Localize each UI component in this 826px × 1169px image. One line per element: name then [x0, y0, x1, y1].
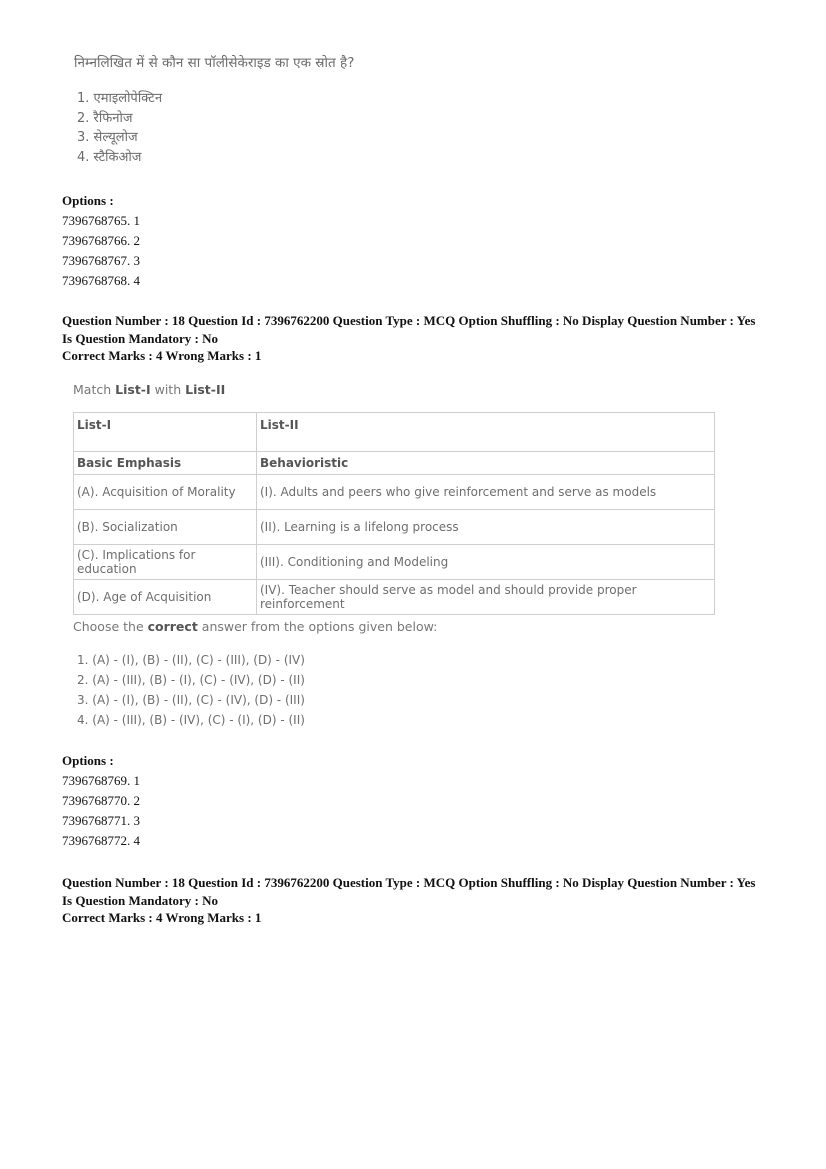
- q18-meta-line: Correct Marks : 4 Wrong Marks : 1: [62, 348, 262, 363]
- q18-option: 7396768772. 4: [62, 833, 140, 848]
- q18-answer: 4. (A) - (III), (B) - (IV), (C) - (I), (D) - (II): [77, 713, 305, 727]
- q18-answer: 1. (A) - (I), (B) - (II), (C) - (III), (D) - (IV): [77, 653, 305, 667]
- q17-options-label: Options :: [62, 193, 114, 208]
- q18-choose-suffix: answer from the options given below:: [197, 619, 438, 634]
- table-row: [74, 475, 715, 510]
- q18-options-block: [62, 751, 140, 851]
- q17-option: 7396768768. 4: [62, 273, 140, 288]
- table-cell: (II). Learning is a lifelong process: [257, 510, 715, 545]
- q18-answer: 2. (A) - (III), (B) - (I), (C) - (IV), (D) - (II): [77, 673, 305, 687]
- q17-choice: 2. रैफिनोज: [77, 110, 133, 126]
- q18-choose-bold: correct: [147, 619, 198, 634]
- q18-instruction-prefix: Match: [73, 382, 116, 397]
- q18-choose-instruction: [73, 619, 437, 634]
- q17-question-text: निम्नलिखित में से कौन सा पॉलीसेकेराइड का एक स्रोत है?: [74, 55, 355, 71]
- table-cell: (IV). Teacher should serve as model and should provide proper reinforcement: [257, 580, 715, 615]
- q18-match-table: [73, 412, 715, 615]
- table-cell: (D). Age of Acquisition: [74, 580, 257, 615]
- q17-choice: 3. सेल्यूलोज: [77, 130, 138, 145]
- table-row: [74, 510, 715, 545]
- q-next-meta-line: Correct Marks : 4 Wrong Marks : 1: [62, 910, 262, 925]
- q17-choice: 1. एमाइलोपेक्टिन: [77, 91, 163, 106]
- q17-options-block: [62, 191, 140, 291]
- table-row: [74, 580, 715, 615]
- q18-answer: 3. (A) - (I), (B) - (II), (C) - (IV), (D) - (III): [77, 693, 305, 707]
- q-next-meta: [62, 874, 755, 927]
- table-cell: (A). Acquisition of Morality: [74, 475, 257, 510]
- q18-meta-line: Is Question Mandatory : No: [62, 330, 219, 346]
- table-cell: (C). Implications for education: [74, 545, 257, 580]
- q18-meta-line: Question Number : 18 Question Id : 7396762200 Question Type : MCQ Option Shuffling : No Display Question Number : Yes: [62, 313, 756, 328]
- table-cell: (I). Adults and peers who give reinforcement and serve as models: [257, 475, 715, 510]
- q18-meta: [62, 312, 755, 365]
- q18-instruction-list2: List-II: [185, 382, 226, 397]
- table-subheader-cell: Basic Emphasis: [74, 452, 257, 475]
- q18-instruction: [73, 382, 225, 397]
- q17-choice-list: [77, 89, 162, 167]
- table-header-cell: List-I: [74, 413, 257, 452]
- q18-option: 7396768769. 1: [62, 773, 140, 788]
- table-cell: (B). Socialization: [74, 510, 257, 545]
- table-row: [74, 545, 715, 580]
- q18-option: 7396768770. 2: [62, 793, 140, 808]
- q17-option: 7396768767. 3: [62, 253, 140, 268]
- table-header-cell: List-II: [257, 413, 715, 452]
- table-header-row: [74, 413, 715, 452]
- q18-option: 7396768771. 3: [62, 813, 140, 828]
- q17-choice: 4. स्टैकिओज: [77, 149, 142, 165]
- q17-option: 7396768765. 1: [62, 213, 140, 228]
- q18-answer-list: [77, 650, 305, 730]
- q-next-meta-line: Is Question Mandatory : No: [62, 892, 219, 908]
- q18-choose-prefix: Choose the: [73, 619, 148, 634]
- q18-options-label: Options :: [62, 753, 114, 768]
- q-next-meta-line: Question Number : 18 Question Id : 7396762200 Question Type : MCQ Option Shuffling : No Display Question Number : Yes: [62, 875, 756, 890]
- q18-instruction-list1: List-I: [115, 382, 151, 397]
- table-subheader-cell: Behavioristic: [257, 452, 715, 475]
- q17-option: 7396768766. 2: [62, 233, 140, 248]
- table-subheader-row: [74, 452, 715, 475]
- table-cell: (III). Conditioning and Modeling: [257, 545, 715, 580]
- q18-instruction-mid: with: [150, 382, 186, 397]
